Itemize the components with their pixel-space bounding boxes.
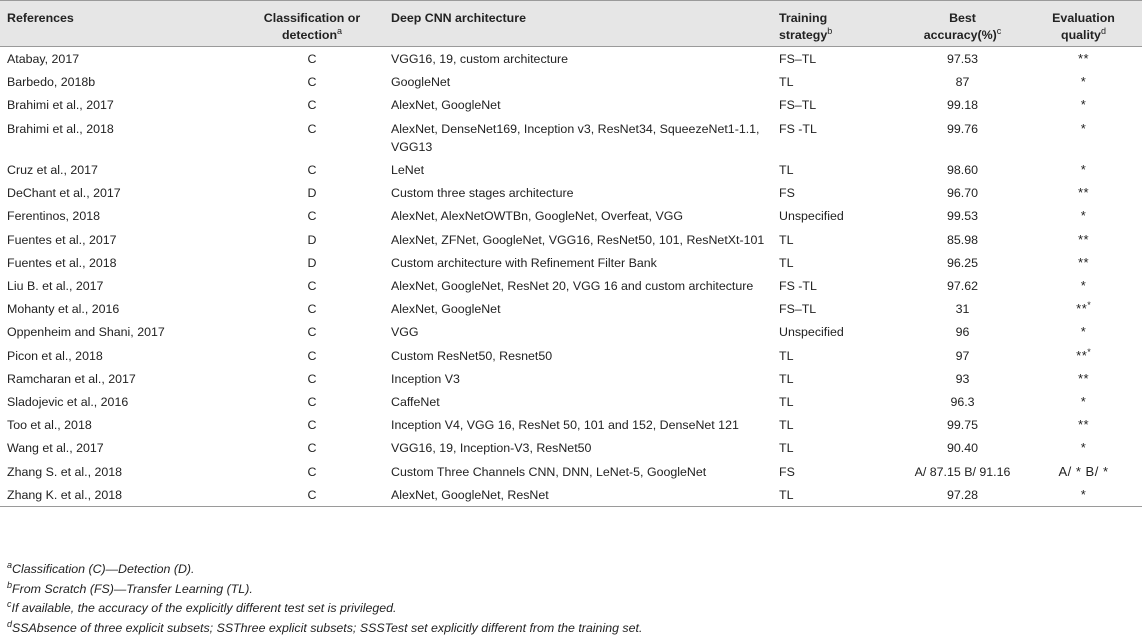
header-row xyxy=(0,1,1142,47)
cell-classification: C xyxy=(307,163,317,178)
header-evaluation-footnote-mark: d xyxy=(1100,25,1106,36)
cell-training-strategy: TL xyxy=(779,348,794,363)
cell-best-accuracy: 85.98 xyxy=(946,232,978,247)
cell-architecture: Custom ResNet50, Resnet50 xyxy=(391,348,553,363)
cell-reference: Atabay, 2017 xyxy=(7,52,80,66)
table-row xyxy=(0,436,1142,459)
footnote-text: SSAbsence of three explicit subsets; SSThree explicit subsets; SSSTest set explicitly different from the training set. xyxy=(12,620,643,635)
header-architecture xyxy=(391,1,779,47)
cell-training-strategy: TL xyxy=(779,418,794,433)
cell-classification: C xyxy=(307,395,317,410)
evaluation-stars: * xyxy=(1080,208,1087,224)
evaluation-stars: ** xyxy=(1076,347,1088,363)
cell-architecture: Inception V4, VGG 16, ResNet 50, 101 and 152, DenseNet 121 xyxy=(391,418,739,433)
header-architecture-label: Deep CNN architecture xyxy=(391,11,526,25)
cell-classification: C xyxy=(307,441,317,456)
cell-evaluation-quality xyxy=(1025,70,1142,93)
table-row xyxy=(0,181,1142,204)
header-references-label: References xyxy=(7,11,74,25)
cell-training-strategy: FS xyxy=(779,464,795,479)
evaluation-stars: * xyxy=(1080,120,1087,136)
cell-reference: Zhang S. et al., 2018 xyxy=(7,464,123,479)
cell-training-strategy: FS–TL xyxy=(779,52,817,66)
cell-evaluation-quality xyxy=(1025,483,1142,507)
cell-training-strategy: TL xyxy=(779,255,794,270)
cell-architecture: Custom Three Channels CNN, DNN, LeNet-5, GoogleNet xyxy=(391,464,707,479)
cell-reference: Cruz et al., 2017 xyxy=(7,163,98,178)
table-body xyxy=(0,47,1142,507)
table-header xyxy=(0,1,1142,47)
table-row xyxy=(0,228,1142,251)
cell-classification: C xyxy=(307,209,317,224)
evaluation-stars: * xyxy=(1080,440,1087,456)
cell-architecture: VGG xyxy=(391,325,419,340)
cell-reference: Fuentes et al., 2018 xyxy=(7,255,117,270)
cell-evaluation-quality xyxy=(1025,460,1142,483)
cell-best-accuracy: 99.76 xyxy=(946,121,978,136)
cell-best-accuracy: 87 xyxy=(955,75,970,90)
cell-evaluation-quality xyxy=(1025,413,1142,436)
cell-training-strategy: TL xyxy=(779,232,794,247)
cell-architecture: AlexNet, GoogleNet xyxy=(391,302,501,317)
cell-training-strategy: TL xyxy=(779,371,794,386)
header-training-footnote-mark: b xyxy=(827,25,833,36)
evaluation-stars: * xyxy=(1080,97,1087,113)
evaluation-footnote-mark: * xyxy=(1087,300,1091,311)
header-training xyxy=(779,1,900,47)
table-footnotes xyxy=(7,560,642,638)
cell-best-accuracy: 90.40 xyxy=(946,441,978,456)
table-row xyxy=(0,117,1142,158)
table-row xyxy=(0,344,1142,367)
cell-classification: C xyxy=(307,52,317,66)
cell-classification: C xyxy=(307,418,317,433)
cell-architecture: AlexNet, DenseNet169, Inception v3, ResNet34, SqueezeNet1-1.1, VGG13 xyxy=(391,121,760,154)
cell-reference: Fuentes et al., 2017 xyxy=(7,232,117,247)
cell-best-accuracy: 97 xyxy=(955,348,970,363)
cell-reference: Mohanty et al., 2016 xyxy=(7,302,120,317)
cell-best-accuracy: 96.70 xyxy=(946,186,978,201)
cell-reference: Ramcharan et al., 2017 xyxy=(7,371,136,386)
footnote-text: From Scratch (FS)—Transfer Learning (TL). xyxy=(12,581,253,596)
cell-architecture: GoogleNet xyxy=(391,75,451,90)
table-row xyxy=(0,320,1142,343)
cell-training-strategy: TL xyxy=(779,395,794,410)
footnote-mark: a xyxy=(7,559,13,570)
evaluation-stars: * xyxy=(1080,162,1087,178)
cell-classification: C xyxy=(307,98,317,113)
cell-architecture: Custom three stages architecture xyxy=(391,186,574,201)
header-references xyxy=(0,1,233,47)
cell-classification: D xyxy=(307,186,317,201)
cell-classification: C xyxy=(307,348,317,363)
footnote xyxy=(7,599,642,619)
cell-reference: DeChant et al., 2017 xyxy=(7,186,121,201)
cell-reference: Barbedo, 2018b xyxy=(7,75,96,90)
cell-evaluation-quality xyxy=(1025,228,1142,251)
cell-evaluation-quality xyxy=(1025,181,1142,204)
evaluation-stars: ** xyxy=(1077,417,1090,433)
evaluation-stars: ** xyxy=(1077,51,1090,66)
evaluation-stars: ** xyxy=(1076,301,1088,317)
cell-evaluation-quality xyxy=(1025,344,1142,367)
cell-training-strategy: FS–TL xyxy=(779,98,817,113)
evaluation-stars: * xyxy=(1080,394,1087,410)
cell-architecture: AlexNet, GoogleNet, ResNet 20, VGG 16 and custom architecture xyxy=(391,279,754,294)
cell-reference: Oppenheim and Shani, 2017 xyxy=(7,325,165,340)
evaluation-stars: * xyxy=(1080,278,1087,294)
cell-classification: C xyxy=(307,325,317,340)
header-evaluation xyxy=(1025,1,1142,47)
evaluation-stars: * xyxy=(1080,74,1087,90)
cell-training-strategy: TL xyxy=(779,75,794,90)
cell-architecture: AlexNet, ZFNet, GoogleNet, VGG16, ResNet50, 101, ResNetXt-101 xyxy=(391,232,765,247)
table-row xyxy=(0,93,1142,116)
table-row xyxy=(0,483,1142,507)
evaluation-stars: * xyxy=(1080,486,1087,502)
evaluation-stars: A/ * B/ * xyxy=(1058,463,1109,479)
cell-reference: Liu B. et al., 2017 xyxy=(7,279,104,294)
header-training-line2: strategy xyxy=(779,28,828,42)
cell-architecture: LeNet xyxy=(391,163,425,178)
cell-evaluation-quality xyxy=(1025,320,1142,343)
cell-best-accuracy: 99.53 xyxy=(946,209,978,224)
footnote xyxy=(7,560,642,580)
cell-reference: Sladojevic et al., 2016 xyxy=(7,395,129,410)
cell-best-accuracy: 31 xyxy=(955,302,970,317)
cell-training-strategy: FS–TL xyxy=(779,302,817,317)
table-row xyxy=(0,274,1142,297)
evaluation-stars: * xyxy=(1080,324,1087,340)
evaluation-stars: ** xyxy=(1077,185,1090,201)
footnote xyxy=(7,580,642,600)
footnote-text: If available, the accuracy of the explicitly different test set is privileged. xyxy=(11,601,397,616)
table-row xyxy=(0,204,1142,227)
cell-training-strategy: FS -TL xyxy=(779,279,817,294)
cell-evaluation-quality xyxy=(1025,93,1142,116)
cell-reference: Brahimi et al., 2018 xyxy=(7,121,114,136)
cell-evaluation-quality xyxy=(1025,117,1142,158)
cell-architecture: Custom architecture with Refinement Filter Bank xyxy=(391,255,657,270)
cell-training-strategy: TL xyxy=(779,163,794,178)
cell-architecture: CaffeNet xyxy=(391,395,440,410)
table-row xyxy=(0,367,1142,390)
cell-evaluation-quality xyxy=(1025,251,1142,274)
cell-evaluation-quality xyxy=(1025,297,1142,320)
evaluation-footnote-mark: * xyxy=(1087,346,1091,357)
footnote xyxy=(7,619,642,638)
cell-classification: C xyxy=(307,121,317,136)
cell-best-accuracy: 97.62 xyxy=(946,279,978,294)
cell-reference: Ferentinos, 2018 xyxy=(7,209,100,224)
header-evaluation-line1: Evaluation xyxy=(1052,11,1115,25)
cell-training-strategy: FS xyxy=(779,186,795,201)
table-row xyxy=(0,47,1142,71)
cell-architecture: VGG16, 19, Inception-V3, ResNet50 xyxy=(391,441,592,456)
table-row xyxy=(0,390,1142,413)
footnote-mark: b xyxy=(7,579,13,590)
cell-best-accuracy: A/ 87.15 B/ 91.16 xyxy=(914,464,1011,479)
cell-architecture: VGG16, 19, custom architecture xyxy=(391,52,568,66)
cell-classification: C xyxy=(307,302,317,317)
evaluation-stars: ** xyxy=(1077,370,1090,386)
cell-best-accuracy: 93 xyxy=(955,371,970,386)
cell-classification: C xyxy=(307,464,317,479)
header-classification-footnote-mark: a xyxy=(337,25,343,36)
table-row xyxy=(0,460,1142,483)
cell-training-strategy: TL xyxy=(779,487,794,502)
cell-classification: D xyxy=(307,232,317,247)
cell-evaluation-quality xyxy=(1025,158,1142,181)
header-accuracy xyxy=(900,1,1025,47)
cell-classification: C xyxy=(307,75,317,90)
cell-best-accuracy: 99.75 xyxy=(946,418,978,433)
cell-evaluation-quality xyxy=(1025,274,1142,297)
cell-best-accuracy: 98.60 xyxy=(946,163,978,178)
header-training-line1: Training xyxy=(779,11,828,25)
cell-reference: Picon et al., 2018 xyxy=(7,348,103,363)
cell-training-strategy: Unspecified xyxy=(779,325,844,340)
table-row xyxy=(0,251,1142,274)
cell-training-strategy: FS -TL xyxy=(779,121,817,136)
table-row xyxy=(0,297,1142,320)
cell-reference: Wang et al., 2017 xyxy=(7,441,104,456)
cell-evaluation-quality xyxy=(1025,390,1142,413)
header-evaluation-line2: quality xyxy=(1061,28,1101,42)
table-row xyxy=(0,413,1142,436)
cell-evaluation-quality xyxy=(1025,367,1142,390)
footnote-text: Classification (C)—Detection (D). xyxy=(12,562,195,576)
cell-classification: C xyxy=(307,487,317,502)
cell-best-accuracy: 97.53 xyxy=(946,52,978,66)
header-accuracy-footnote-mark: c xyxy=(996,25,1002,36)
cell-architecture: AlexNet, GoogleNet, ResNet xyxy=(391,487,549,502)
cell-reference: Too et al., 2018 xyxy=(7,418,92,433)
table-row xyxy=(0,70,1142,93)
cell-training-strategy: Unspecified xyxy=(779,209,844,224)
footnote-mark: d xyxy=(7,618,13,629)
cell-training-strategy: TL xyxy=(779,441,794,456)
cell-classification: C xyxy=(307,279,317,294)
cell-best-accuracy: 96.3 xyxy=(950,395,975,410)
footnote-mark: c xyxy=(7,599,12,610)
cell-architecture: Inception V3 xyxy=(391,371,460,386)
cell-classification: C xyxy=(307,371,317,386)
evaluation-stars: ** xyxy=(1077,254,1090,270)
header-classification-line2: detection xyxy=(281,28,338,42)
cell-reference: Brahimi et al., 2017 xyxy=(7,98,114,113)
cell-architecture: AlexNet, AlexNetOWTBn, GoogleNet, Overfeat, VGG xyxy=(391,209,683,224)
table-row xyxy=(0,158,1142,181)
header-classification xyxy=(233,1,391,47)
cell-architecture: AlexNet, GoogleNet xyxy=(391,98,501,113)
cell-evaluation-quality xyxy=(1025,436,1142,459)
cell-evaluation-quality xyxy=(1025,47,1142,71)
cell-reference: Zhang K. et al., 2018 xyxy=(7,487,123,502)
cell-classification: D xyxy=(307,255,317,270)
cell-best-accuracy: 96.25 xyxy=(946,255,978,270)
header-classification-line1: Classification or xyxy=(263,11,361,25)
cell-best-accuracy: 97.28 xyxy=(946,487,978,502)
cell-best-accuracy: 99.18 xyxy=(946,98,978,113)
evaluation-stars: ** xyxy=(1077,231,1090,247)
cell-best-accuracy: 96 xyxy=(955,325,970,340)
header-accuracy-line1: Best xyxy=(949,11,976,25)
cell-evaluation-quality xyxy=(1025,204,1142,227)
header-accuracy-line2: accuracy(%) xyxy=(923,28,997,42)
